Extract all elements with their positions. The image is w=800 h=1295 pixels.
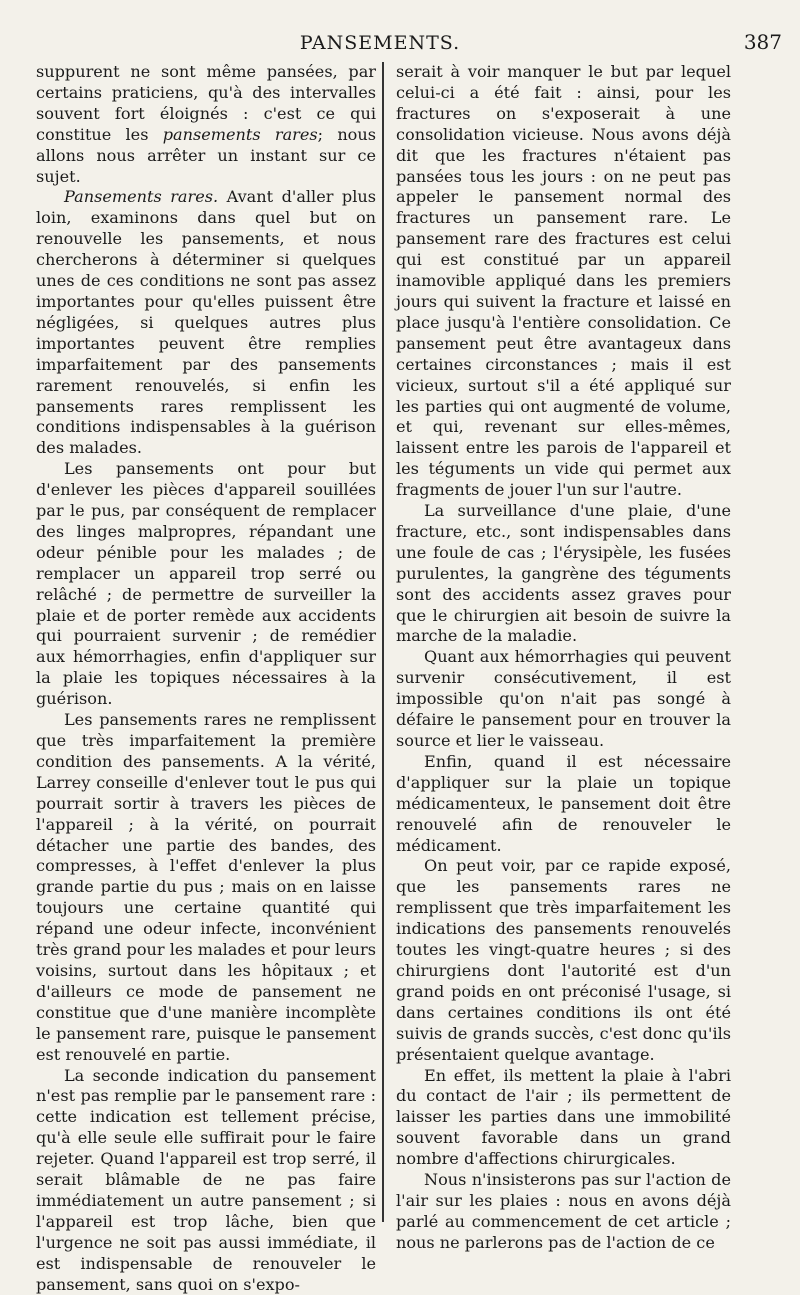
paragraph: Nous n'insisterons pas sur l'action de l'air sur les plaies : nous en avons déjà parlé au commencement de cet article ; nous ne parlerons pas de l'action de ce bbox=[396, 1170, 731, 1254]
paragraph: Quant aux hémorrhagies qui peuvent survenir consécutivement, il est impossible qu'on n'ait pas songé à défaire le pansement pour en trouver la source et lier le vaisseau. bbox=[396, 647, 731, 752]
paragraph: Les pansements rares ne remplissent que très imparfaitement la première condition des pansements. A la vérité, Larrey conseille d'enlever tout le pus qui pourrait sortir à travers les pièces de l'appareil ; à la vérité, on pourrait détacher une partie des bandes, des compresses, à l'effet d'enlever la plus grande partie du pus ; mais on en laisse toujours une certaine quantité qui répand une odeur infecte, inconvénient très grand pour les malades et pour leurs voisins, surtout dans les hôpitaux ; et d'ailleurs ce mode de pansement ne constitue que d'une manière incomplète le pansement rare, puisque le pansement est renouvelé en partie. bbox=[36, 710, 376, 1065]
paragraph: La seconde indication du pansement n'est pas remplie par le pansement rare : cette indication est tellement précise, qu'à elle seule elle suffirait pour le faire rejeter. Quand l'appareil est trop serré, il serait blâmable de ne pas faire immédiatement un autre pansement ; si l'appareil est trop lâche, bien que l'urgence ne soit pas aussi immédiate, il est indispensable de renouveler le pansement, sans quoi on s'expo- bbox=[36, 1066, 376, 1295]
right-column bbox=[396, 62, 731, 1254]
left-column bbox=[36, 62, 376, 1295]
paragraph: On peut voir, par ce rapide exposé, que les pansements rares ne remplissent que très imparfaitement les indications des pansements renouvelés toutes les vingt-quatre heures ; si des chirurgiens dont l'autorité est d'un grand poids en ont préconisé l'usage, si dans certaines conditions ils ont été suivis de grands succès, c'est donc qu'ils présentaient quelque avantage. bbox=[396, 856, 731, 1065]
paragraph: En effet, ils mettent la plaie à l'abri du contact de l'air ; ils permettent de laisser les parties dans une immobilité souvent favorable dans un grand nombre d'affections chirurgicales. bbox=[396, 1066, 731, 1171]
column-divider bbox=[382, 62, 384, 1222]
page-header bbox=[0, 22, 800, 62]
section-heading: Pansements rares. bbox=[64, 187, 218, 206]
paragraph: Pansements rares. Avant d'aller plus loin, examinons dans quel but on renouvelle les pansements, et nous chercherons à déterminer si quelques unes de ces conditions ne sont pas assez importantes pour qu'elles puissent être négligées, si quelques autres plus importantes peuvent être remplies imparfaitement par des pansements rarement renouvelés, si enfin les pansements rares remplissent les conditions indispensables à la guérison des malades. bbox=[36, 187, 376, 459]
paragraph: serait à voir manquer le but par lequel celui-ci a été fait : ainsi, pour les fractures on s'exposerait à une consolidation vicieuse. Nous avons déjà dit que les fractures n'étaient pas pansées tous les jours : on ne peut pas appeler le pansement normal des fractures un pansement rare. Le pansement rare des fractures est celui qui est constitué par un appareil inamovible appliqué dans les premiers jours qui suivent la fracture et laissé en place jusqu'à l'entière consolidation. Ce pansement peut être avantageux dans certaines circonstances ; mais il est vicieux, surtout s'il a été appliqué sur les parties qui ont augmenté de volume, et qui, revenant sur elles-mêmes, laissent entre les parois de l'appareil et les téguments un vide qui permet aux fragments de jouer l'un sur l'autre. bbox=[396, 62, 731, 501]
paragraph: La surveillance d'une plaie, d'une fracture, etc., sont indispensables dans une foule de cas ; l'érysipèle, les fusées purulentes, la gangrène des téguments sont des accidents assez graves pour que le chirurgien ait besoin de suivre la marche de la maladie. bbox=[396, 501, 731, 647]
page-number: 387 bbox=[744, 30, 782, 54]
paragraph: Les pansements ont pour but d'enlever les pièces d'appareil souillées par le pus, par conséquent de remplacer des linges malpropres, répandant une odeur pénible pour les malades ; de remplacer un appareil trop serré ou relâché ; de permettre de surveiller la plaie et de porter remède aux accidents qui pourraient survenir ; de remédier aux hémorrhagies, enfin d'appliquer sur la plaie les topiques nécessaires à la guérison. bbox=[36, 459, 376, 710]
running-title: PANSEMENTS. bbox=[0, 32, 760, 54]
paragraph: Enfin, quand il est nécessaire d'appliquer sur la plaie un topique médicamenteux, le pansement doit être renouvelé afin de renouveler le médicament. bbox=[396, 752, 731, 857]
paragraph: suppurent ne sont même pansées, par certains praticiens, qu'à des intervalles souvent fort éloignés : c'est ce qui constitue les pansements rares; nous allons nous arrêter un instant sur ce sujet. bbox=[36, 62, 376, 187]
